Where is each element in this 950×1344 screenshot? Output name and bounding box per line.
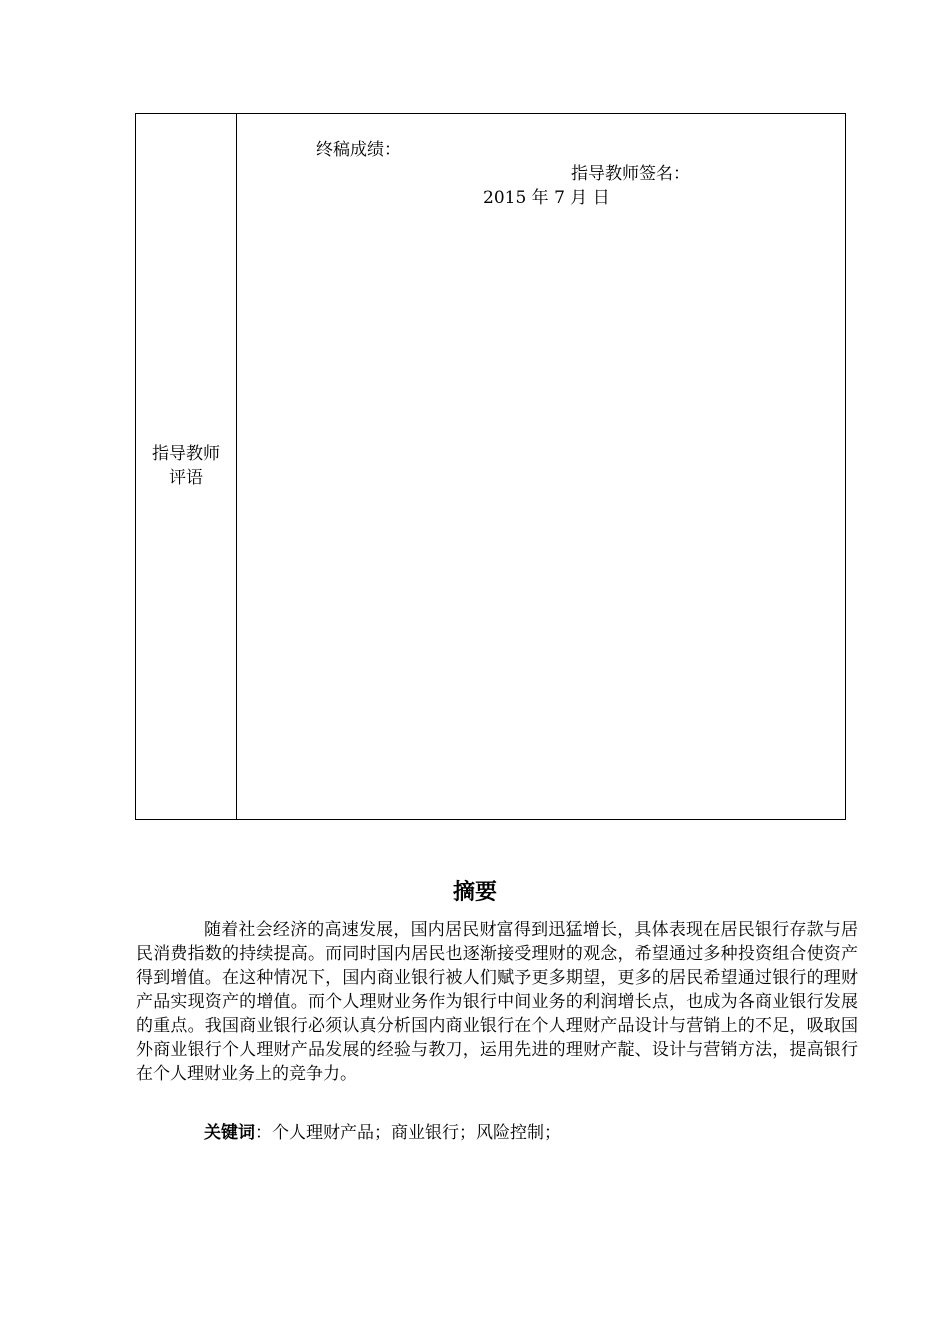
row-label-cell bbox=[136, 114, 237, 819]
row-label bbox=[136, 442, 236, 490]
row-label-line1: 指导教师 bbox=[152, 444, 220, 464]
signature-label: 指导教师签名： bbox=[571, 164, 690, 184]
keywords-label: 关键词 bbox=[204, 1123, 255, 1143]
keywords-line bbox=[204, 1121, 561, 1145]
row-label-line2: 评语 bbox=[169, 468, 203, 488]
keywords-text: 个人理财产品；商业银行；风险控制； bbox=[272, 1123, 561, 1143]
evaluation-table bbox=[135, 113, 846, 820]
abstract-body: 随着社会经济的高速发展，国内居民财富得到迅猛增长，具体表现在居民银行存款与居民消费指数的持续提高。而同时国内居民也逐渐接受理财的观念，希望通过多种投资组合使资产得到增值。在这种情况下，国内商业银行被人们赋予更多期望，更多的居民希望通过银行的理财产品实现资产的增值。而个人理财业务作为银行中间业务的利润增长点，也成为各商业银行发展的重点。我国商业银行必须认真分析国内商业银行在个人理财产品设计与营销上的不足，吸取国外商业银行个人理财产品发展的经验与教刀，运用先进的理财产靛、设计与营销方法，提高银行在个人理财业务上的竞争力。 bbox=[136, 920, 858, 1084]
abstract-title: 摘要 bbox=[452, 880, 497, 905]
signature-date: 2015 年 7 月 日 bbox=[483, 188, 610, 208]
final-score-label: 终稿成绩： bbox=[316, 140, 401, 160]
comment-cell bbox=[237, 114, 845, 819]
keywords-separator: ： bbox=[255, 1123, 272, 1143]
